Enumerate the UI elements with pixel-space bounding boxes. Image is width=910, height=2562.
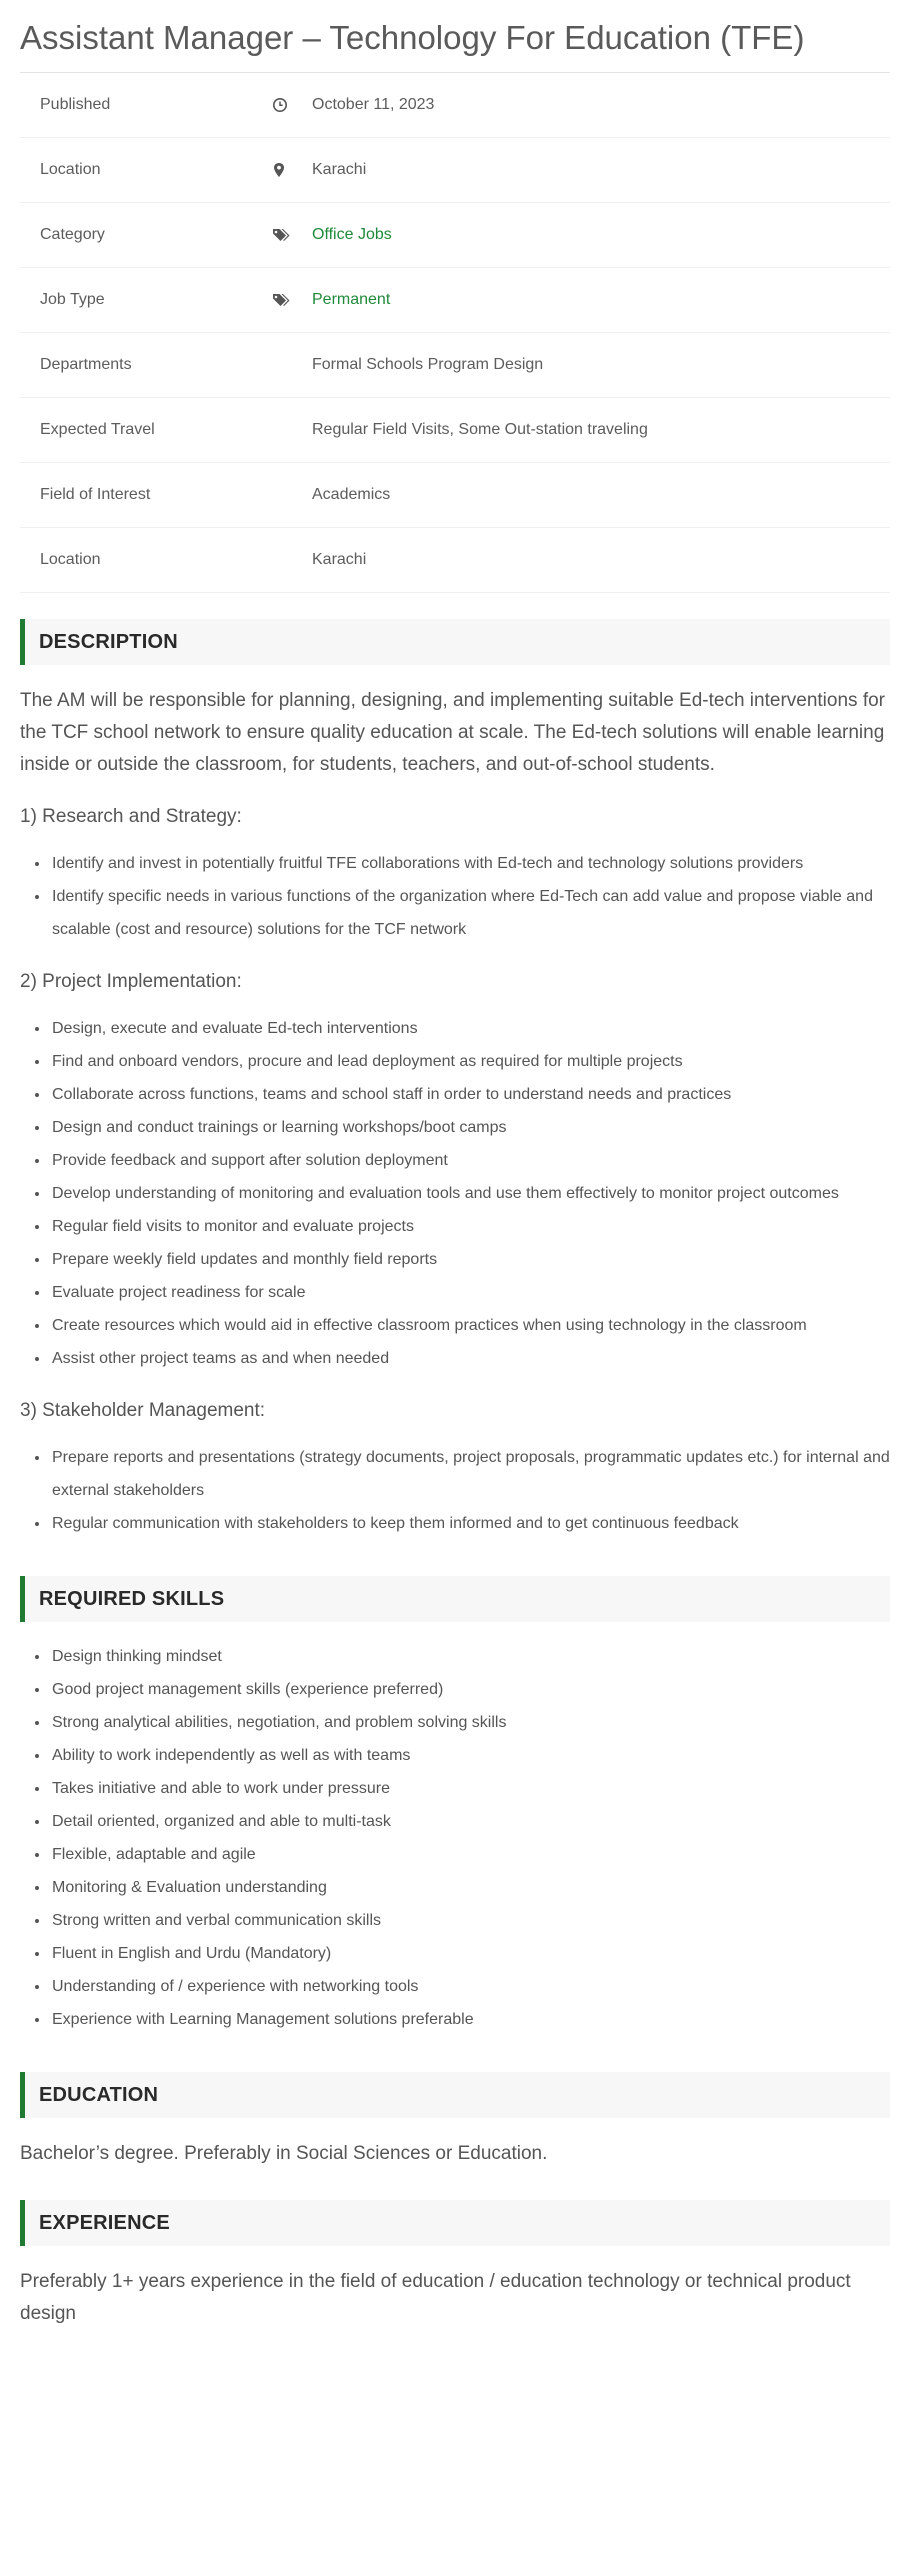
meta-value-link[interactable]: Permanent bbox=[312, 291, 391, 308]
description-subheading: 2) Project Implementation: bbox=[20, 971, 242, 992]
skill-item: • Design thinking mindset bbox=[50, 1640, 890, 1673]
meta-label: Job Type bbox=[40, 291, 105, 308]
education-heading: EDUCATION bbox=[20, 2072, 890, 2118]
job-meta-table bbox=[20, 73, 890, 593]
list-item: • Identify specific needs in various functions of the organization where Ed-Tech can add value and propose viable and scalable (cost and resource) solutions for the TCF network bbox=[50, 880, 890, 946]
skill-item: • Monitoring & Evaluation understanding bbox=[50, 1871, 890, 1904]
description-list bbox=[20, 847, 890, 946]
meta-value: Formal Schools Program Design bbox=[312, 356, 544, 373]
meta-row bbox=[20, 398, 890, 463]
skill-item: • Fluent in English and Urdu (Mandatory) bbox=[50, 1937, 890, 1970]
list-item: • Collaborate across functions, teams and school staff in order to understand needs and practices bbox=[50, 1078, 890, 1111]
list-item: • Develop understanding of monitoring and evaluation tools and use them effectively to monitor project outcomes bbox=[50, 1177, 890, 1210]
list-item: • Design and conduct trainings or learning workshops/boot camps bbox=[50, 1111, 890, 1144]
meta-value: Karachi bbox=[312, 551, 367, 568]
meta-row bbox=[20, 138, 890, 203]
meta-value: Academics bbox=[312, 486, 391, 503]
skills-list bbox=[20, 1640, 890, 2036]
experience-heading: EXPERIENCE bbox=[20, 2200, 890, 2246]
description-subheading: 3) Stakeholder Management: bbox=[20, 1400, 266, 1421]
education-text: Bachelor’s degree. Preferably in Social Sciences or Education. bbox=[20, 2143, 548, 2164]
description-subheading: 1) Research and Strategy: bbox=[20, 806, 242, 827]
list-item: • Prepare reports and presentations (strategy documents, project proposals, programmatic updates etc.) for internal and external stakeholders bbox=[50, 1441, 890, 1507]
meta-value: Karachi bbox=[312, 161, 367, 178]
meta-row bbox=[20, 333, 890, 398]
list-item: • Evaluate project readiness for scale bbox=[50, 1276, 890, 1309]
skill-item: • Takes initiative and able to work under pressure bbox=[50, 1772, 890, 1805]
description-intro: The AM will be responsible for planning, designing, and implementing suitable Ed-tech interventions for the TCF school network to ensure quality education at scale. The Ed-tech solutions will enable learning inside or outside the classroom, for students, teachers, and out-of-school students. bbox=[20, 690, 885, 775]
meta-value-link[interactable]: Office Jobs bbox=[312, 226, 392, 243]
job-title: Assistant Manager – Technology For Education (TFE) bbox=[20, 0, 890, 73]
skill-item: • Strong written and verbal communication skills bbox=[50, 1904, 890, 1937]
map-marker-icon bbox=[232, 162, 312, 178]
skill-item: • Experience with Learning Management solutions preferable bbox=[50, 2003, 890, 2036]
meta-label: Category bbox=[40, 226, 105, 243]
list-item: • Provide feedback and support after solution deployment bbox=[50, 1144, 890, 1177]
meta-row bbox=[20, 203, 890, 268]
meta-row bbox=[20, 463, 890, 528]
meta-label: Location bbox=[40, 161, 101, 178]
description-heading: DESCRIPTION bbox=[20, 619, 890, 665]
clock-icon bbox=[232, 97, 312, 113]
meta-label: Published bbox=[40, 96, 111, 113]
experience-text: Preferably 1+ years experience in the field of education / education technology or technical product design bbox=[20, 2271, 851, 2324]
skill-item: • Flexible, adaptable and agile bbox=[50, 1838, 890, 1871]
description-list bbox=[20, 1012, 890, 1375]
list-item: • Assist other project teams as and when needed bbox=[50, 1342, 890, 1375]
list-item: • Regular field visits to monitor and evaluate projects bbox=[50, 1210, 890, 1243]
skill-item: • Detail oriented, organized and able to multi-task bbox=[50, 1805, 890, 1838]
tags-icon bbox=[232, 292, 312, 308]
meta-value: October 11, 2023 bbox=[312, 96, 435, 113]
tags-icon bbox=[232, 227, 312, 243]
meta-label: Departments bbox=[40, 356, 132, 373]
meta-label: Location bbox=[40, 551, 101, 568]
meta-row bbox=[20, 73, 890, 138]
description-groups bbox=[20, 803, 890, 1540]
skill-item: • Understanding of / experience with networking tools bbox=[50, 1970, 890, 2003]
skill-item: • Strong analytical abilities, negotiation, and problem solving skills bbox=[50, 1706, 890, 1739]
list-item: • Create resources which would aid in effective classroom practices when using technology in the classroom bbox=[50, 1309, 890, 1342]
skill-item: • Ability to work independently as well as with teams bbox=[50, 1739, 890, 1772]
meta-label: Expected Travel bbox=[40, 421, 155, 438]
skills-heading: REQUIRED SKILLS bbox=[20, 1576, 890, 1622]
meta-label: Field of Interest bbox=[40, 486, 151, 503]
list-item: • Prepare weekly field updates and monthly field reports bbox=[50, 1243, 890, 1276]
list-item: • Find and onboard vendors, procure and lead deployment as required for multiple projects bbox=[50, 1045, 890, 1078]
list-item: • Identify and invest in potentially fruitful TFE collaborations with Ed-tech and technology solutions providers bbox=[50, 847, 890, 880]
meta-row bbox=[20, 268, 890, 333]
list-item: • Design, execute and evaluate Ed-tech interventions bbox=[50, 1012, 890, 1045]
meta-value: Regular Field Visits, Some Out-station traveling bbox=[312, 421, 648, 438]
meta-row bbox=[20, 528, 890, 593]
description-list bbox=[20, 1441, 890, 1540]
list-item: • Regular communication with stakeholders to keep them informed and to get continuous feedback bbox=[50, 1507, 890, 1540]
skill-item: • Good project management skills (experience preferred) bbox=[50, 1673, 890, 1706]
